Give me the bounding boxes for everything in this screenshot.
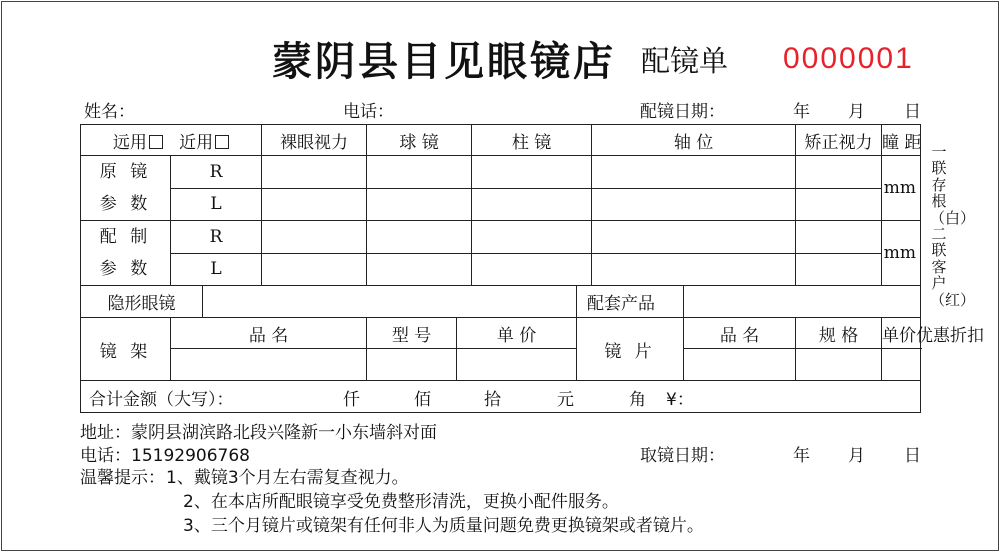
total-yen: ¥： [666,390,694,410]
contact-lens-row [81,286,921,318]
input-cell[interactable] [367,156,472,189]
input-cell[interactable] [367,253,472,286]
input-cell[interactable] [592,221,796,254]
input-cell[interactable] [367,221,472,254]
fitted-label-line1: 配 制 [99,227,152,247]
naked-vision-header: 裸眼视力 [262,125,367,156]
name-label: 姓名： [84,102,135,122]
contact-lens-input[interactable] [203,286,577,318]
date-year: 年 [793,102,810,122]
frame-lens-input-row [81,349,921,381]
phone-label: 电话： [343,102,394,122]
original-pd-unit[interactable]: mm [882,156,921,221]
input-cell[interactable] [171,349,367,381]
fitted-l-row [81,253,921,286]
fitted-label-line2: 参 数 [99,259,152,279]
lens-price-header: 单价优惠折扣 [882,318,921,349]
input-cell[interactable] [472,221,592,254]
frame-price-header: 单 价 [457,318,577,349]
use-type-cell [81,125,262,156]
copy-note-sidebar: 一联存根（白）二联客户（红） [930,143,976,309]
input-cell[interactable] [796,156,882,189]
accessories-input[interactable] [684,286,921,318]
input-cell[interactable] [882,349,921,381]
near-use-label: 近用 [179,132,214,153]
tips-label: 温馨提示： [80,468,165,488]
total-label: 合计金额（大写）： [89,390,234,410]
input-cell[interactable] [796,188,882,221]
input-cell[interactable] [262,188,367,221]
axis-header: 轴 位 [592,125,796,156]
eye-right-label: R [171,156,262,189]
tip-2: 2、在本店所配眼镜享受免费整形清洗，更换小配件服务。 [183,492,619,512]
total-yuan: 元 [557,390,574,410]
date-month: 月 [848,102,865,122]
input-cell[interactable] [472,156,592,189]
frame-product-header: 品 名 [171,318,367,349]
input-cell[interactable] [796,349,882,381]
serial-number: 0000001 [783,42,914,75]
table-header-row [81,125,921,156]
shop-name: 蒙阴县目见眼镜店 [272,38,616,85]
input-cell[interactable] [684,349,796,381]
lens-product-header: 品 名 [684,318,796,349]
input-cell[interactable] [592,253,796,286]
shop-phone: 电话：15192906768 [80,446,250,466]
total-amount-cell[interactable] [81,381,921,413]
total-jiao: 角 [629,390,646,410]
input-cell[interactable] [472,253,592,286]
input-cell[interactable] [367,188,472,221]
tip-3: 3、三个月镜片或镜架有任何非人为质量问题免费更换镜架或者镜片。 [183,516,704,536]
input-cell[interactable] [796,221,882,254]
eye-left-label: L [171,253,262,286]
total-row [81,381,921,413]
date-label: 配镜日期： [640,102,725,122]
eye-left-label: L [171,188,262,221]
total-shi: 拾 [484,390,501,410]
original-label-line2: 参 数 [99,194,152,214]
tip-1: 1、戴镜3个月左右需复查视力。 [166,468,409,488]
original-label-line1: 原 镜 [99,162,152,182]
accessories-label: 配套产品 [577,286,684,318]
input-cell[interactable] [262,221,367,254]
pickup-day: 日 [904,446,921,466]
frame-lens-header-row [81,318,921,349]
far-use-label: 远用 [112,132,147,153]
total-bai: 佰 [414,390,431,410]
original-l-row [81,188,921,221]
frame-label: 镜 架 [81,318,171,381]
input-cell[interactable] [262,156,367,189]
corrected-vision-header: 矫正视力 [796,125,882,156]
original-params-label [81,156,171,221]
fitted-pd-unit[interactable]: mm [882,221,921,286]
input-cell[interactable] [592,156,796,189]
original-r-row [81,156,921,189]
far-use-checkbox[interactable] [149,135,163,149]
input-cell[interactable] [592,188,796,221]
fitted-params-label [81,221,171,286]
frame-model-header: 型 号 [367,318,457,349]
near-use-checkbox[interactable] [215,135,229,149]
sphere-header: 球 镜 [367,125,472,156]
pupil-distance-header: 瞳 距 [882,125,921,156]
pickup-date-label: 取镜日期： [640,446,725,466]
input-cell[interactable] [457,349,577,381]
pickup-month: 月 [848,446,865,466]
form-title: 配镜单 [641,44,729,78]
total-qian: 仟 [343,390,360,410]
lens-label: 镜 片 [577,318,684,381]
input-cell[interactable] [796,253,882,286]
pickup-year: 年 [793,446,810,466]
contact-lens-label: 隐形眼镜 [81,286,203,318]
eye-right-label: R [171,221,262,254]
date-day: 日 [904,102,921,122]
lens-spec-header: 规 格 [796,318,882,349]
fitted-r-row [81,221,921,254]
input-cell[interactable] [262,253,367,286]
cylinder-header: 柱 镜 [472,125,592,156]
input-cell[interactable] [472,188,592,221]
shop-address: 地址：蒙阴县湖滨路北段兴隆新一小东墙斜对面 [80,423,437,443]
input-cell[interactable] [367,349,457,381]
